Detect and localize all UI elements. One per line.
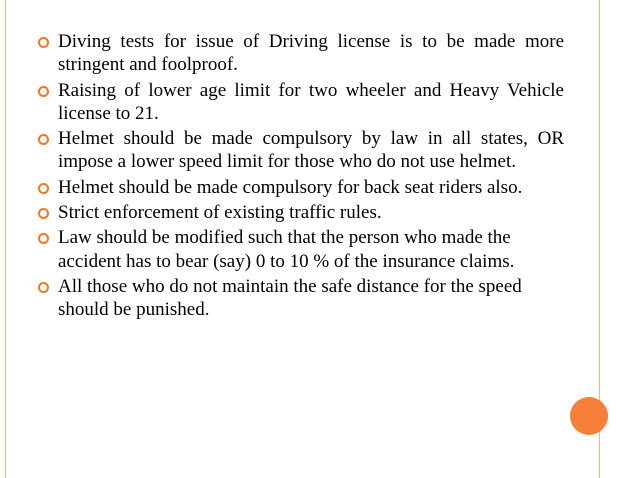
circle-bullet-icon xyxy=(38,233,49,244)
bullet-text: Law should be modified such that the person who made the accident has to bear (say) 0 to 10 % of the insurance claims. xyxy=(58,227,515,272)
bullet-item-driving-tests xyxy=(34,30,564,77)
bullet-text: Raising of lower age limit for two wheeler and Heavy Vehicle license to 21. xyxy=(58,79,564,124)
bullet-item-insurance-law xyxy=(34,226,564,273)
bullet-text: Strict enforcement of existing traffic rules. xyxy=(58,202,382,224)
circle-bullet-icon xyxy=(38,134,49,145)
circle-bullet-icon xyxy=(38,208,49,219)
bullet-item-back-seat-helmet xyxy=(34,176,564,199)
circle-bullet-icon xyxy=(38,37,49,48)
circle-bullet-icon xyxy=(38,183,49,194)
bullet-text: Diving tests for issue of Driving license is to be made more stringent and foolproof. xyxy=(58,31,564,76)
bullet-item-age-limit xyxy=(34,79,564,126)
slide-frame-left-line xyxy=(5,0,6,478)
bullet-text: All those who do not maintain the safe distance for the speed should be punished. xyxy=(58,275,522,321)
circle-bullet-icon xyxy=(38,86,49,97)
bullet-text: Helmet should be made compulsory for back seat riders also. xyxy=(58,176,523,198)
bullet-item-enforcement xyxy=(34,201,564,224)
accent-circle-decoration xyxy=(570,397,608,435)
circle-bullet-icon xyxy=(38,282,49,293)
bullet-item-helmet-law xyxy=(34,127,564,174)
bullet-text: Helmet should be made compulsory by law in all states, OR impose a lower speed limit for those who do not use helmet. xyxy=(58,128,564,173)
bullet-list xyxy=(34,30,564,324)
bullet-item-safe-distance xyxy=(34,275,564,322)
